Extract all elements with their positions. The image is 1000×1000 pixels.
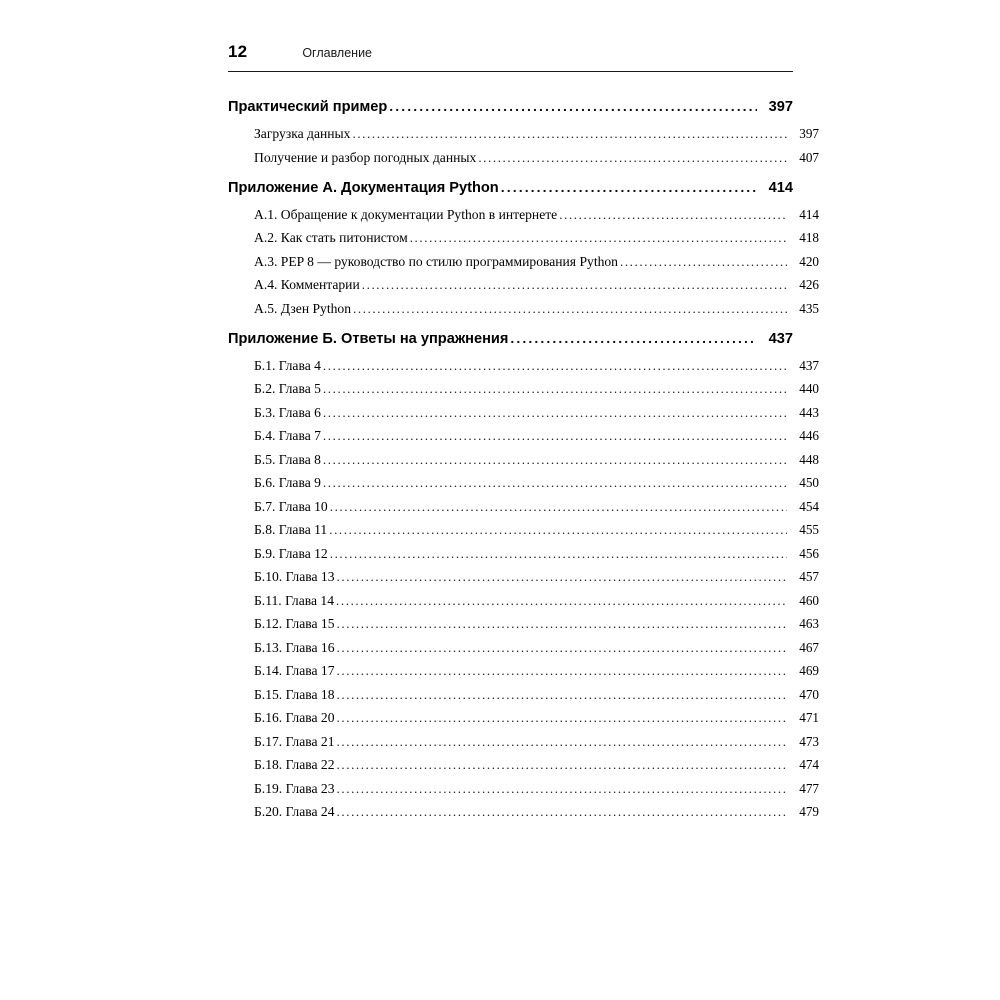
toc-entry-title: Б.3. Глава 6 (254, 404, 321, 420)
toc-entry-title: Б.16. Глава 20 (254, 710, 335, 725)
toc-entry-title: Б.4. Глава 7 (254, 428, 321, 443)
toc-leader-dots (337, 757, 787, 773)
toc-entry-page-number: 463 (799, 616, 819, 631)
toc-leader-dots (337, 781, 787, 797)
toc-leader-dots (337, 687, 787, 703)
toc-leader-dots (329, 522, 787, 538)
toc-leader-dots (362, 277, 787, 293)
toc-entry-subsection[interactable] (228, 569, 819, 585)
toc-leader-dots (323, 428, 787, 444)
toc-entry-section[interactable] (228, 330, 793, 347)
toc-entry-subsection[interactable] (228, 254, 819, 270)
table-of-contents (228, 98, 819, 820)
toc-entry-page-number: 467 (799, 639, 819, 655)
toc-leader-dots (410, 230, 787, 246)
toc-entry-title: Загрузка данных (254, 126, 351, 141)
toc-entry-subsection[interactable] (228, 358, 819, 374)
toc-entry-title: Б.1. Глава 4 (254, 357, 321, 373)
toc-entry-page-number: 457 (799, 569, 819, 584)
toc-entry-title: Б.9. Глава 12 (254, 545, 328, 561)
toc-entry-title: Практический пример (228, 99, 388, 115)
toc-entry-title: Б.18. Глава 22 (254, 757, 335, 772)
toc-entry-subsection[interactable] (228, 405, 819, 421)
toc-entry-subsection[interactable] (228, 126, 819, 142)
toc-entry-subsection[interactable] (228, 757, 819, 773)
toc-entry-title: Б.10. Глава 13 (254, 569, 335, 584)
toc-entry-title: Б.14. Глава 17 (254, 663, 335, 678)
toc-entry-subsection[interactable] (228, 277, 819, 293)
toc-leader-dots (323, 358, 787, 374)
toc-entry-page-number: 443 (799, 404, 819, 420)
toc-entry-page-number: 437 (799, 357, 819, 373)
toc-entry-title: А.1. Обращение к документации Python в интернете (254, 206, 558, 222)
toc-leader-dots (559, 207, 787, 223)
toc-leader-dots (620, 254, 787, 270)
toc-leader-dots (510, 330, 757, 346)
toc-entry-title: Б.2. Глава 5 (254, 381, 321, 396)
toc-entry-subsection[interactable] (228, 381, 819, 397)
toc-entry-page-number: 397 (768, 99, 793, 115)
running-head: Оглавление (302, 46, 373, 60)
toc-entry-page-number: 437 (768, 330, 793, 347)
toc-leader-dots (337, 616, 787, 632)
toc-entry-subsection[interactable] (228, 150, 819, 166)
toc-leader-dots (337, 569, 787, 585)
toc-entry-subsection[interactable] (228, 301, 819, 317)
toc-leader-dots (501, 179, 757, 195)
toc-entry-subsection[interactable] (228, 428, 819, 444)
toc-entry-page-number: 440 (799, 381, 819, 396)
toc-entry-page-number: 448 (799, 451, 819, 467)
toc-entry-page-number: 397 (799, 126, 819, 141)
toc-entry-title: А.2. Как стать питонистом (254, 230, 408, 245)
toc-entry-page-number: 455 (799, 522, 819, 537)
page-folio: 12 (228, 42, 248, 61)
toc-entry-title: Б.20. Глава 24 (254, 804, 335, 819)
toc-entry-title: Б.7. Глава 10 (254, 498, 328, 514)
toc-leader-dots (330, 499, 787, 515)
toc-entry-subsection[interactable] (228, 734, 819, 750)
toc-leader-dots (352, 126, 787, 142)
toc-entry-section[interactable] (228, 179, 793, 196)
toc-entry-page-number: 474 (799, 757, 819, 772)
page-header (228, 42, 793, 72)
toc-entry-page-number: 414 (799, 206, 819, 222)
toc-leader-dots (337, 734, 787, 750)
toc-leader-dots (323, 405, 787, 421)
toc-entry-subsection[interactable] (228, 640, 819, 656)
toc-entry-title: Приложение Б. Ответы на упражнения (228, 330, 509, 347)
toc-entry-title: Б.15. Глава 18 (254, 686, 335, 702)
toc-leader-dots (323, 452, 787, 468)
toc-entry-title: Б.12. Глава 15 (254, 616, 335, 631)
toc-entry-title: А.4. Комментарии (254, 277, 360, 292)
toc-entry-page-number: 414 (768, 179, 793, 196)
toc-entry-subsection[interactable] (228, 804, 819, 820)
toc-entry-page-number: 450 (799, 475, 819, 490)
toc-entry-title: Б.17. Глава 21 (254, 733, 335, 749)
toc-entry-subsection[interactable] (228, 452, 819, 468)
toc-entry-title: Приложение А. Документация Python (228, 179, 499, 196)
toc-entry-page-number: 479 (799, 804, 819, 819)
toc-entry-subsection[interactable] (228, 207, 819, 223)
toc-entry-subsection[interactable] (228, 230, 819, 246)
toc-entry-subsection[interactable] (228, 663, 819, 679)
toc-entry-subsection[interactable] (228, 522, 819, 538)
toc-entry-subsection[interactable] (228, 499, 819, 515)
toc-entry-page-number: 418 (799, 230, 819, 245)
toc-entry-title: Б.5. Глава 8 (254, 451, 321, 467)
toc-leader-dots (323, 475, 787, 491)
toc-leader-dots (323, 381, 787, 397)
toc-leader-dots (353, 301, 787, 317)
toc-entry-subsection[interactable] (228, 687, 819, 703)
toc-entry-subsection[interactable] (228, 593, 819, 609)
toc-entry-page-number: 477 (799, 780, 819, 796)
toc-leader-dots (478, 150, 787, 166)
toc-leader-dots (337, 804, 787, 820)
toc-leader-dots (337, 640, 787, 656)
toc-entry-title: Б.6. Глава 9 (254, 475, 321, 490)
toc-entry-title: Б.11. Глава 14 (254, 592, 335, 608)
toc-entry-title: А.3. PEP 8 — руководство по стилю программирования Python (254, 253, 618, 269)
page-content (228, 42, 819, 820)
toc-entry-subsection[interactable] (228, 616, 819, 632)
toc-entry-page-number: 460 (799, 592, 819, 608)
toc-entry-subsection[interactable] (228, 710, 819, 726)
toc-entry-title: Получение и разбор погодных данных (254, 149, 477, 165)
toc-entry-section[interactable] (228, 98, 793, 115)
toc-leader-dots (389, 98, 757, 114)
toc-leader-dots (336, 593, 787, 609)
toc-leader-dots (330, 546, 787, 562)
toc-entry-page-number: 473 (799, 733, 819, 749)
toc-entry-page-number: 407 (799, 149, 819, 165)
toc-entry-page-number: 469 (799, 663, 819, 678)
toc-entry-page-number: 426 (799, 277, 819, 292)
toc-entry-page-number: 471 (799, 710, 819, 725)
toc-entry-subsection[interactable] (228, 475, 819, 491)
toc-entry-page-number: 470 (799, 686, 819, 702)
toc-entry-title: Б.8. Глава 11 (254, 522, 328, 537)
toc-entry-page-number: 454 (799, 498, 819, 514)
toc-entry-subsection[interactable] (228, 546, 819, 562)
toc-entry-title: Б.19. Глава 23 (254, 780, 335, 796)
toc-entry-page-number: 435 (799, 300, 819, 316)
toc-entry-title: Б.13. Глава 16 (254, 639, 335, 655)
toc-entry-title: А.5. Дзен Python (254, 300, 352, 316)
toc-entry-page-number: 446 (799, 428, 819, 443)
toc-leader-dots (337, 710, 787, 726)
toc-entry-subsection[interactable] (228, 781, 819, 797)
toc-entry-page-number: 456 (799, 545, 819, 561)
toc-entry-page-number: 420 (799, 253, 819, 269)
toc-leader-dots (337, 663, 787, 679)
